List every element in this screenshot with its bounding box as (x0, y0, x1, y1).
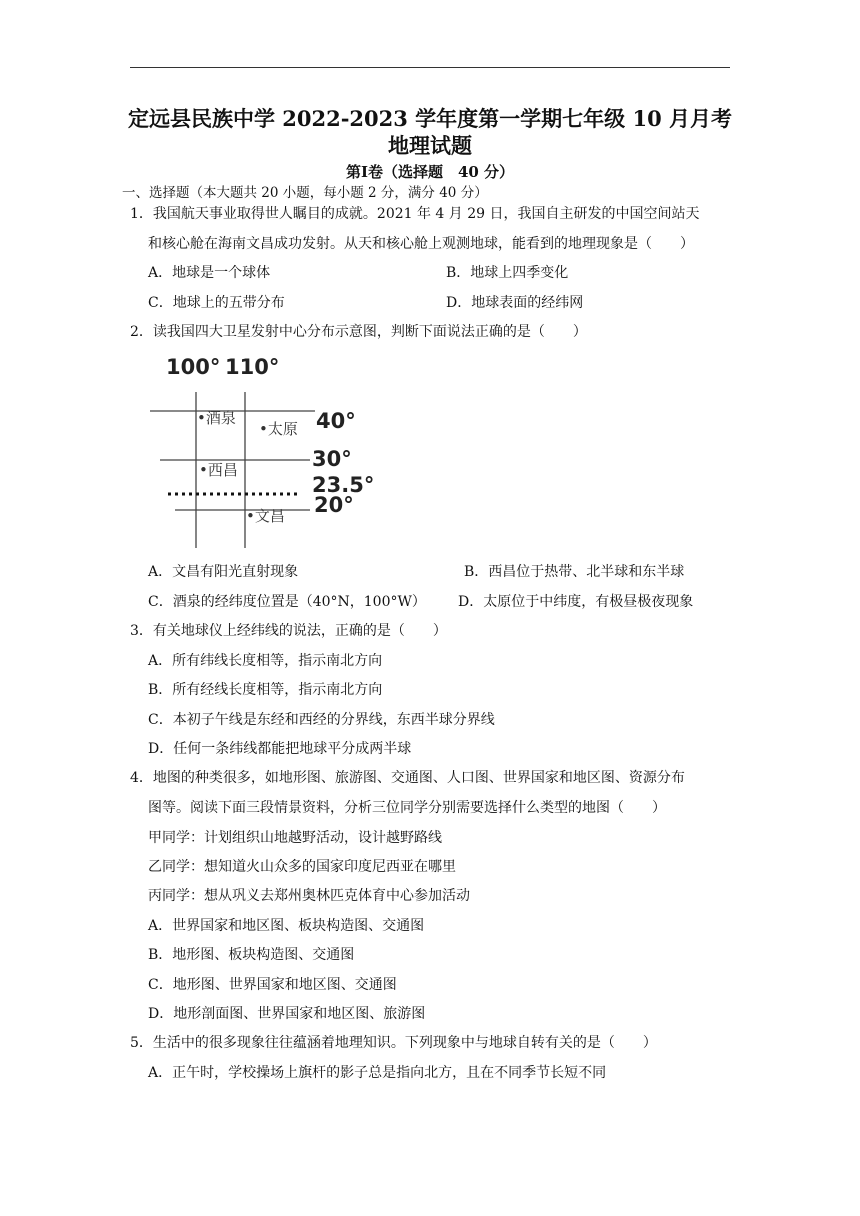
question-4-scenario-1: 甲同学：计划组织山地越野活动，设计越野路线 (148, 830, 442, 846)
question-4-scenario-3: 丙同学：想从巩义去郑州奥林匹克体育中心参加活动 (148, 888, 470, 904)
place-wenchang: •文昌 (246, 507, 285, 525)
lat-label-30: 30° (312, 447, 352, 471)
header-rule (130, 67, 730, 68)
lat-label-23-5: 23.5° (312, 473, 375, 497)
question-2-stem: 2．读我国四大卫星发射中心分布示意图，判断下面说法正确的是（ ） (130, 324, 587, 340)
question-3-option-b: B．所有经线长度相等，指示南北方向 (148, 682, 383, 698)
question-4-option-a: A．世界国家和地区图、板块构造图、交通图 (148, 918, 425, 934)
exam-subject: 地理试题 (388, 133, 472, 158)
section-heading: 第Ⅰ卷（选择题 40 分） (345, 163, 515, 181)
section-instruction: 一、选择题（本大题共 20 小题，每小题 2 分，满分 40 分） (122, 185, 488, 201)
lon-label-110: 110° (225, 355, 280, 379)
question-4-option-b: B．地形图、板块构造图、交通图 (148, 947, 355, 963)
question-3-stem: 3．有关地球仪上经纬线的说法，正确的是（ ） (130, 623, 447, 639)
launch-centers-diagram (150, 348, 380, 553)
place-xichang: •西昌 (199, 461, 238, 479)
question-1-option-c: C．地球上的五带分布 (148, 295, 285, 311)
lat-label-40: 40° (316, 409, 356, 433)
question-4-option-d: D．地形剖面图、世界国家和地区图、旅游图 (148, 1006, 426, 1022)
question-1-option-d: D．地球表面的经纬网 (446, 295, 584, 311)
lon-label-100: 100° (166, 355, 221, 379)
question-1-stem: 1．我国航天事业取得世人瞩目的成就。2021 年 4 月 29 日，我国自主研发的中国空间站天 (130, 206, 700, 222)
question-2-option-a: A．文昌有阳光直射现象 (148, 564, 299, 580)
place-taiyuan: •太原 (259, 420, 298, 438)
question-5-stem: 5．生活中的很多现象往往蕴涵着地理知识。下列现象中与地球自转有关的是（ ） (130, 1035, 657, 1051)
exam-title: 定远县民族中学 2022-2023 学年度第一学期七年级 10 月月考 (127, 106, 733, 131)
question-3-option-a: A．所有纬线长度相等，指示南北方向 (148, 653, 383, 669)
question-4-stem-cont: 图等。阅读下面三段情景资料，分析三位同学分别需要选择什么类型的地图（ ） (148, 800, 666, 816)
question-2-option-b: B．西昌位于热带、北半球和东半球 (464, 564, 685, 580)
question-4-stem: 4．地图的种类很多，如地形图、旅游图、交通图、人口图、世界国家和地区图、资源分布 (130, 770, 685, 786)
lat-label-20: 20° (314, 493, 354, 517)
place-jiuquan: •酒泉 (197, 409, 236, 427)
question-2-option-d: D．太原位于中纬度，有极昼极夜现象 (458, 594, 694, 610)
question-1-stem-cont: 和核心舱在海南文昌成功发射。从天和核心舱上观测地球，能看到的地理现象是（ ） (148, 236, 694, 252)
question-1-option-b: B．地球上四季变化 (446, 265, 569, 281)
question-4-scenario-2: 乙同学：想知道火山众多的国家印度尼西亚在哪里 (148, 859, 456, 875)
question-1-option-a: A．地球是一个球体 (148, 265, 271, 281)
question-2-option-c: C．酒泉的经纬度位置是（40°N，100°W） (148, 594, 426, 610)
question-3-option-d: D．任何一条纬线都能把地球平分成两半球 (148, 741, 412, 757)
question-4-option-c: C．地形图、世界国家和地区图、交通图 (148, 977, 397, 993)
question-3-option-c: C．本初子午线是东经和西经的分界线，东西半球分界线 (148, 712, 495, 728)
question-5-option-a: A．正午时，学校操场上旗杆的影子总是指向北方，且在不同季节长短不同 (148, 1065, 607, 1081)
